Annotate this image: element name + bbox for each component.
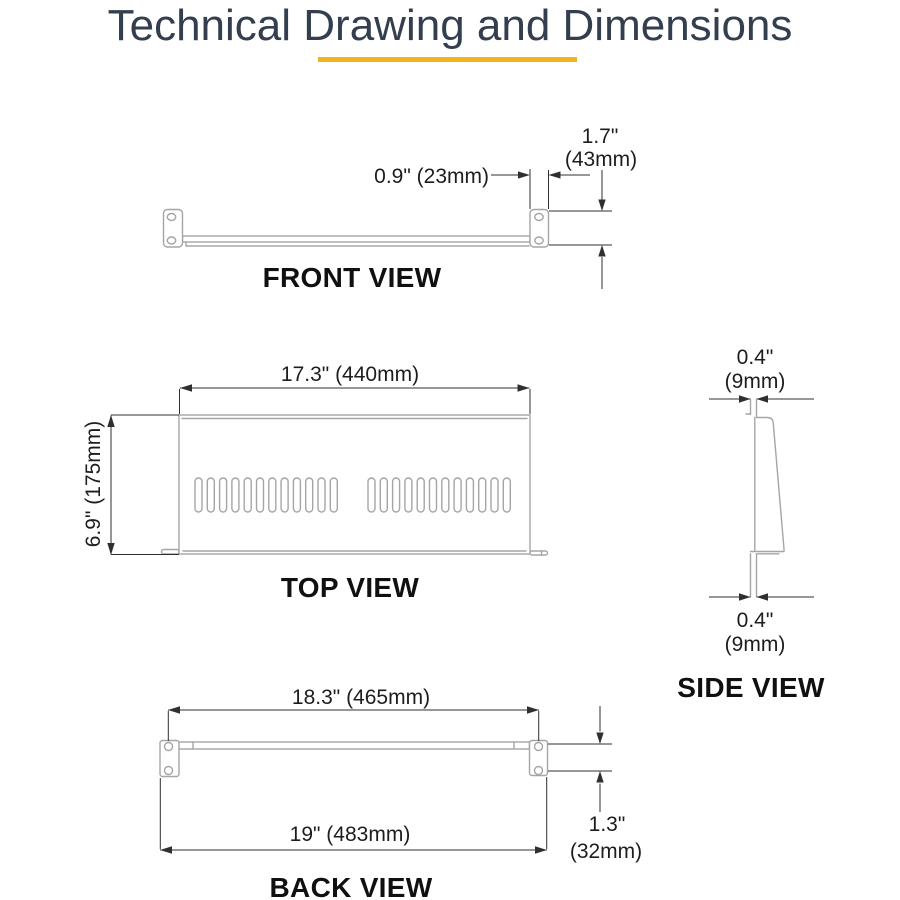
- back-view: [160, 686, 642, 900]
- dim-ear-width-text: 0.9" (23mm): [374, 165, 489, 188]
- side-view-dimensions: [709, 346, 814, 656]
- back-view-part: [160, 741, 548, 777]
- top-view: [82, 363, 548, 603]
- front-view: [164, 125, 638, 293]
- right-mounting-ear: [530, 210, 549, 248]
- shelf-profile-side: [746, 400, 784, 597]
- front-view-part: [164, 210, 549, 248]
- dim-ear-height-mm-text: (43mm): [564, 148, 638, 171]
- top-view-part: [162, 415, 548, 555]
- back-view-dimensions: [160, 686, 642, 863]
- right-ear-tab-top: [530, 551, 548, 555]
- right-mounting-ear-back: [530, 741, 548, 776]
- dim-depth-text: 6.9" (175mm): [82, 420, 105, 548]
- dim-flange-top-in-text: 0.4": [736, 346, 774, 369]
- top-view-label: TOP VIEW: [280, 572, 420, 603]
- shelf-bar-front: [183, 236, 531, 242]
- front-view-label: FRONT VIEW: [262, 262, 442, 293]
- dim-flange-bottom-mm-text: (9mm): [724, 633, 786, 656]
- dim-height-mm-text: (32mm): [569, 840, 643, 863]
- left-mounting-ear-back: [160, 741, 179, 777]
- shelf-bar-back: [178, 742, 530, 749]
- dim-width-text: 17.3" (440mm): [280, 363, 420, 386]
- back-view-label: BACK VIEW: [269, 872, 433, 900]
- dim-flange-top-mm-text: (9mm): [724, 370, 786, 393]
- dim-flange-bottom-in-text: 0.4": [736, 609, 774, 632]
- page-title: Technical Drawing and Dimensions: [107, 1, 793, 50]
- side-view: [677, 346, 825, 703]
- side-view-part: [746, 400, 784, 597]
- side-view-label: SIDE VIEW: [677, 672, 825, 703]
- left-mounting-ear: [164, 210, 183, 248]
- dim-hole-span-text: 18.3" (465mm): [291, 686, 431, 709]
- dim-height-in-text: 1.3": [588, 813, 626, 836]
- dim-ear-height-in-text: 1.7": [581, 125, 619, 148]
- left-ear-tab-top: [162, 550, 180, 555]
- dim-total-width-text: 19" (483mm): [289, 823, 411, 846]
